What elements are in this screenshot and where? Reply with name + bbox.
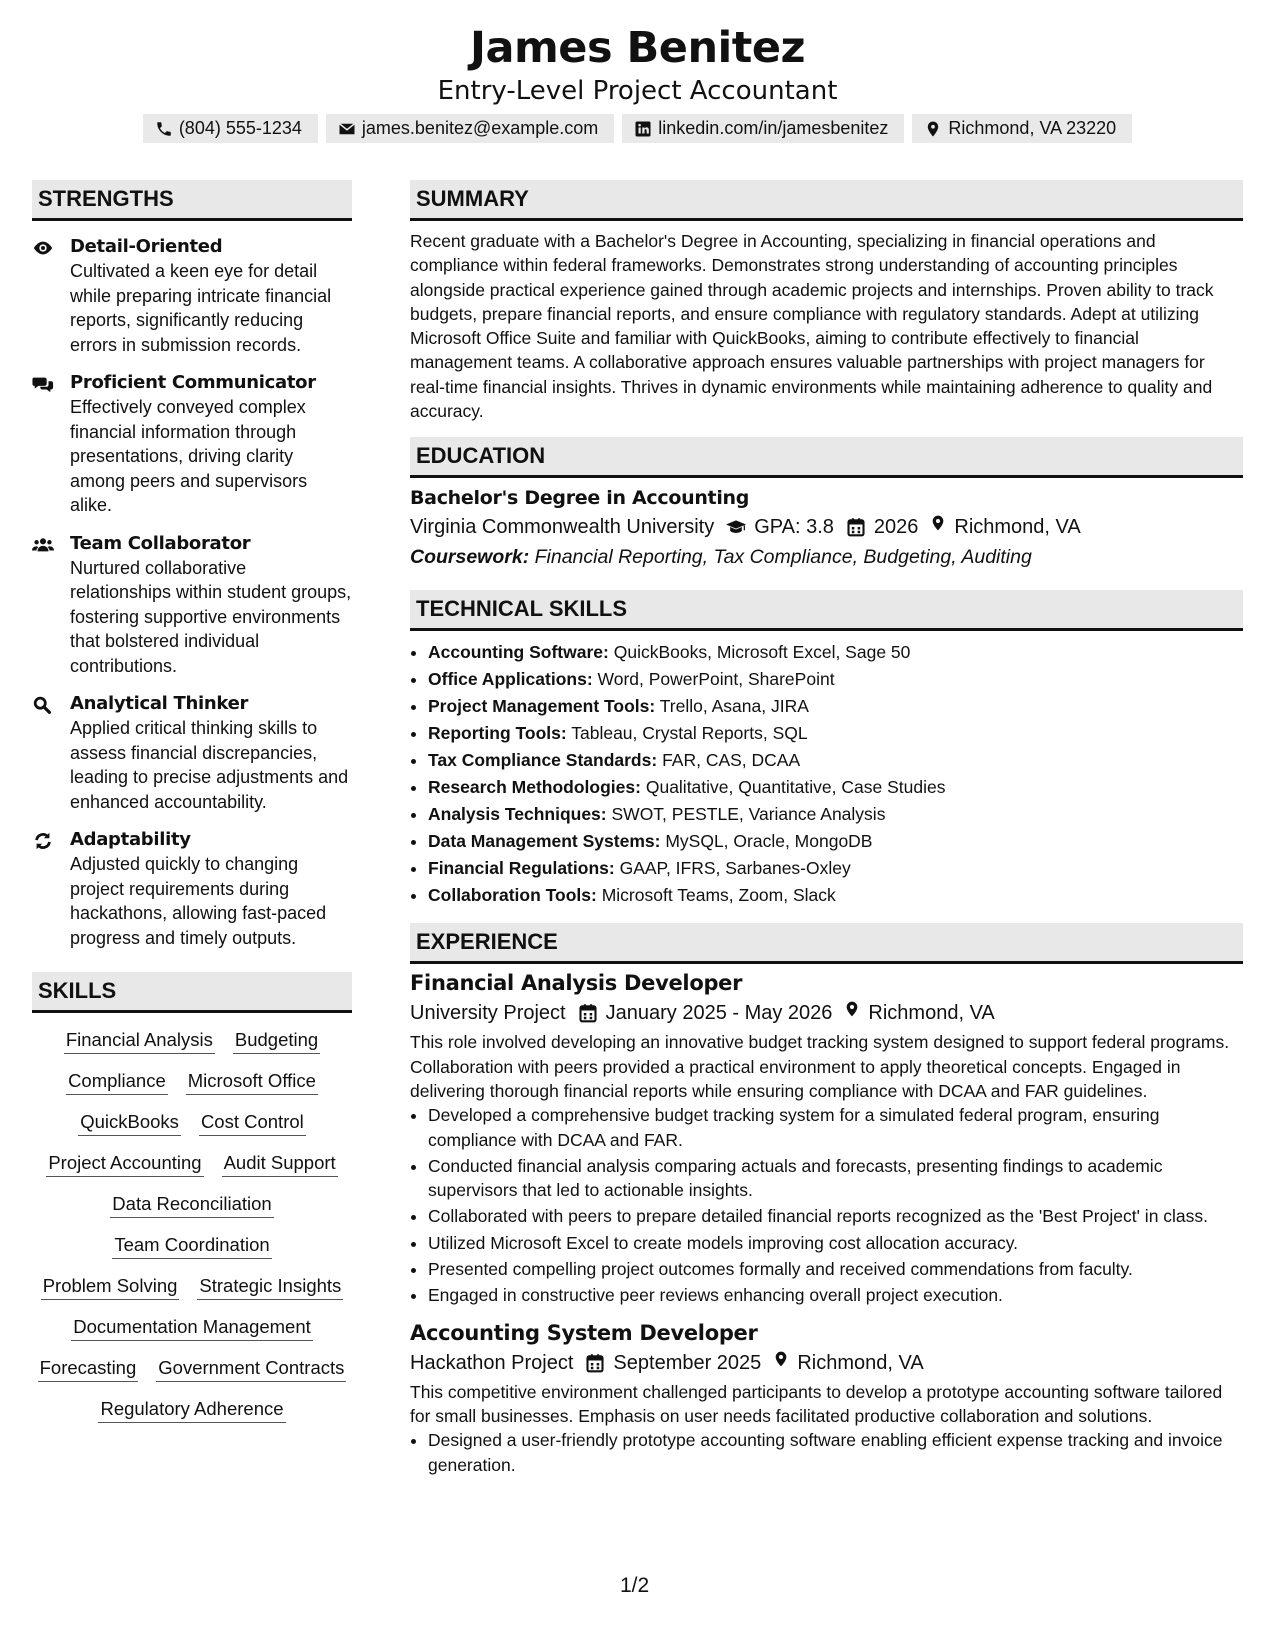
search-icon [32, 695, 54, 715]
list-item: • Presented compelling project outcomes formally and received commendations from faculty. [428, 1257, 1243, 1281]
experience-entry [410, 968, 1243, 1307]
envelope-icon [338, 120, 356, 138]
skill-values: Word, PowerPoint, SharePoint [597, 669, 835, 690]
right-column [410, 180, 1243, 1479]
map-marker-icon [930, 513, 946, 533]
calendar-icon [846, 517, 866, 537]
phone-text: (804) 555-1234 [178, 118, 302, 138]
list-item: • Conducted financial analysis comparing actuals and forecasts, presenting findings to academic supervisors that led to actionable insights. [428, 1154, 1243, 1203]
contact-linkedin[interactable] [622, 114, 904, 143]
technical-skills-heading: TECHNICAL SKILLS [410, 590, 1243, 631]
linkedin-text: linkedin.com/in/jamesbenitez [658, 118, 889, 138]
degree-title: Bachelor's Degree in Accounting [410, 487, 750, 510]
technical-skills-list [410, 639, 1243, 909]
calendar-icon [585, 1353, 605, 1373]
strength-item [32, 532, 352, 679]
skill-values: Trello, Asana, JIRA [659, 696, 809, 717]
skill-category: Collaboration Tools: [428, 885, 597, 906]
strength-description: Effectively conveyed complex financial information through presentations, driving clarity among peers and supervisors alike. [70, 397, 308, 515]
skill-tag: Team Coordination [112, 1232, 271, 1259]
calendar-icon [578, 1003, 598, 1023]
list-item: • Engaged in constructive peer reviews enhancing overall project execution. [428, 1283, 1243, 1307]
list-item [428, 882, 1243, 909]
job-location: Richmond, VA [868, 1002, 995, 1025]
phone-icon [155, 120, 173, 138]
skill-tag: Financial Analysis [64, 1027, 215, 1054]
strength-title: Detail-Oriented [70, 236, 223, 257]
list-item: • Developed a comprehensive budget tracking system for a simulated federal program, ensuring compliance with DCAA and FAR. [428, 1103, 1243, 1152]
skill-tag: Problem Solving [41, 1273, 180, 1300]
skill-category: Office Applications: [428, 669, 593, 690]
email-text: james.benitez@example.com [361, 118, 599, 138]
skill-values: QuickBooks, Microsoft Excel, Sage 50 [613, 642, 911, 663]
list-item [428, 639, 1243, 666]
list-item: • Utilized Microsoft Excel to create models improving cost allocation accuracy. [428, 1231, 1243, 1255]
location-text: Richmond, VA 23220 [948, 118, 1117, 138]
page-number: 1/2 [620, 1574, 650, 1597]
skill-tag: Forecasting [38, 1355, 139, 1382]
skill-values: Qualitative, Quantitative, Case Studies [645, 777, 946, 798]
job-dates: January 2025 - May 2026 [605, 1002, 833, 1025]
skill-tag: Compliance [66, 1068, 168, 1095]
coursework-list: Financial Reporting, Tax Compliance, Budgeting, Auditing [534, 546, 1032, 569]
strength-title: Proficient Communicator [70, 372, 316, 393]
candidate-title: Entry-Level Project Accountant [437, 76, 838, 106]
resume-header [0, 20, 1275, 143]
experience-entry [410, 1318, 1243, 1477]
skill-tag: Regulatory Adherence [98, 1396, 285, 1423]
job-meta [410, 998, 1243, 1028]
candidate-name: James Benitez [469, 23, 806, 73]
list-item: • Designed a user-friendly prototype accounting software enabling efficient expense tracking and invoice generation. [428, 1428, 1243, 1477]
summary-text: Recent graduate with a Bachelor's Degree in Accounting, specializing in financial operations and compliance within federal frameworks. Demonstrates strong understanding of accounting principles alongside practical experience gained through academic projects and internships. Proven ability to track budgets, prepare financial reports, and ensure compliance with regulatory standards. Adept at utilizing Microsoft Office Suite and familiar with QuickBooks, aiming to contribute effectively to financial management teams. A collaborative approach ensures valuable partnerships with project managers for real-time financial insights. Thrives in dynamic environments while maintaining adherence to quality and accuracy. [410, 231, 1214, 422]
skill-tag: Budgeting [233, 1027, 320, 1054]
job-location: Richmond, VA [797, 1351, 924, 1374]
job-description: This role involved developing an innovative budget tracking system designed to support federal programs. Collaboration with peers provided a practical environment to apply theoretical concepts. Engaged in delivering thorough financial reports while ensuring compliance with DCAA and FAR guidelines. [410, 1032, 1230, 1101]
summary-heading: SUMMARY [410, 180, 1243, 221]
map-marker-icon [844, 999, 860, 1019]
coursework-label: Coursework: [410, 546, 530, 569]
contact-bar [0, 114, 1275, 143]
skill-category: Reporting Tools: [428, 723, 567, 744]
job-description: This competitive environment challenged participants to develop a prototype accounting software tailored for small businesses. Emphasis on user needs facilitated productive collaboration and solutions. [410, 1381, 1223, 1426]
map-marker-icon [773, 1349, 789, 1369]
job-title: Financial Analysis Developer [410, 971, 743, 996]
skill-category: Tax Compliance Standards: [428, 750, 658, 771]
job-bullets [410, 1428, 1243, 1477]
skill-tag: Microsoft Office [186, 1068, 318, 1095]
education-meta [410, 512, 1243, 542]
graduation-year: 2026 [873, 516, 919, 539]
skill-tag: Government Contracts [156, 1355, 346, 1382]
skill-tag: Documentation Management [71, 1314, 313, 1341]
list-item [428, 801, 1243, 828]
strength-title: Team Collaborator [70, 532, 251, 554]
contact-location[interactable] [912, 114, 1132, 143]
strength-title: Adaptability [70, 829, 191, 850]
skill-values: Tableau, Crystal Reports, SQL [571, 723, 808, 744]
strengths-heading: STRENGTHS [32, 180, 352, 221]
skill-category: Analysis Techniques: [428, 804, 607, 825]
strength-description: Applied critical thinking skills to assess financial discrepancies, leading to precise adjustments and enhanced accountability. [70, 718, 349, 812]
contact-phone[interactable] [143, 114, 318, 143]
skill-category: Research Methodologies: [428, 777, 641, 798]
gpa-text: GPA: 3.8 [754, 516, 834, 539]
list-item [428, 720, 1243, 747]
list-item [428, 855, 1243, 882]
skill-values: MySQL, Oracle, MongoDB [665, 831, 873, 852]
job-organization: University Project [410, 1002, 566, 1025]
strength-item [32, 692, 352, 814]
job-organization: Hackathon Project [410, 1351, 574, 1374]
graduation-cap-icon [726, 517, 746, 537]
skill-category: Accounting Software: [428, 642, 609, 663]
strength-item [32, 828, 352, 950]
skill-category: Financial Regulations: [428, 858, 615, 879]
skill-tag: Cost Control [199, 1109, 306, 1136]
job-bullets [410, 1103, 1243, 1307]
job-dates: September 2025 [613, 1351, 762, 1374]
coursework [410, 542, 1243, 572]
skill-tag: Data Reconciliation [110, 1191, 273, 1218]
list-item [428, 747, 1243, 774]
skill-tag: Audit Support [222, 1150, 338, 1177]
list-item [428, 774, 1243, 801]
strength-description: Adjusted quickly to changing project requirements during hackathons, allowing fast-paced progress and timely outputs. [70, 854, 327, 948]
skill-tag: QuickBooks [78, 1109, 181, 1136]
strength-description: Cultivated a keen eye for detail while preparing intricate financial reports, significantly reducing errors in submission records. [70, 261, 332, 355]
strength-item [32, 235, 352, 357]
skill-tag: Strategic Insights [197, 1273, 343, 1300]
left-column [32, 180, 352, 1423]
school-name: Virginia Commonwealth University [410, 516, 715, 539]
skill-values: FAR, CAS, DCAA [662, 750, 801, 771]
skill-values: GAAP, IFRS, Sarbanes-Oxley [619, 858, 851, 879]
users-icon [32, 535, 54, 555]
skill-tag: Project Accounting [46, 1150, 203, 1177]
skills-heading: SKILLS [32, 972, 352, 1013]
linkedin-icon [634, 120, 652, 138]
strength-item [32, 371, 352, 518]
skill-values: Microsoft Teams, Zoom, Slack [601, 885, 836, 906]
skill-values: SWOT, PESTLE, Variance Analysis [611, 804, 886, 825]
skill-category: Data Management Systems: [428, 831, 661, 852]
strength-description: Nurtured collaborative relationships within student groups, fostering supportive environments that bolstered individual contributions. [70, 557, 352, 676]
map-marker-icon [924, 120, 942, 138]
eye-icon [32, 238, 54, 258]
contact-email[interactable] [326, 114, 614, 143]
comments-icon [32, 374, 54, 394]
list-item [428, 693, 1243, 720]
skill-category: Project Management Tools: [428, 696, 656, 717]
strength-title: Analytical Thinker [70, 693, 249, 714]
list-item [428, 828, 1243, 855]
refresh-icon [32, 831, 54, 851]
experience-heading: EXPERIENCE [410, 923, 1243, 964]
list-item [428, 666, 1243, 693]
job-meta [410, 1348, 1243, 1378]
list-item: • Collaborated with peers to prepare detailed financial reports recognized as the 'Best Project' in class. [428, 1204, 1243, 1228]
school-location: Richmond, VA [954, 516, 1081, 539]
job-title: Accounting System Developer [410, 1320, 758, 1345]
skills-tag-list [32, 1013, 352, 1423]
education-heading: EDUCATION [410, 437, 1243, 478]
